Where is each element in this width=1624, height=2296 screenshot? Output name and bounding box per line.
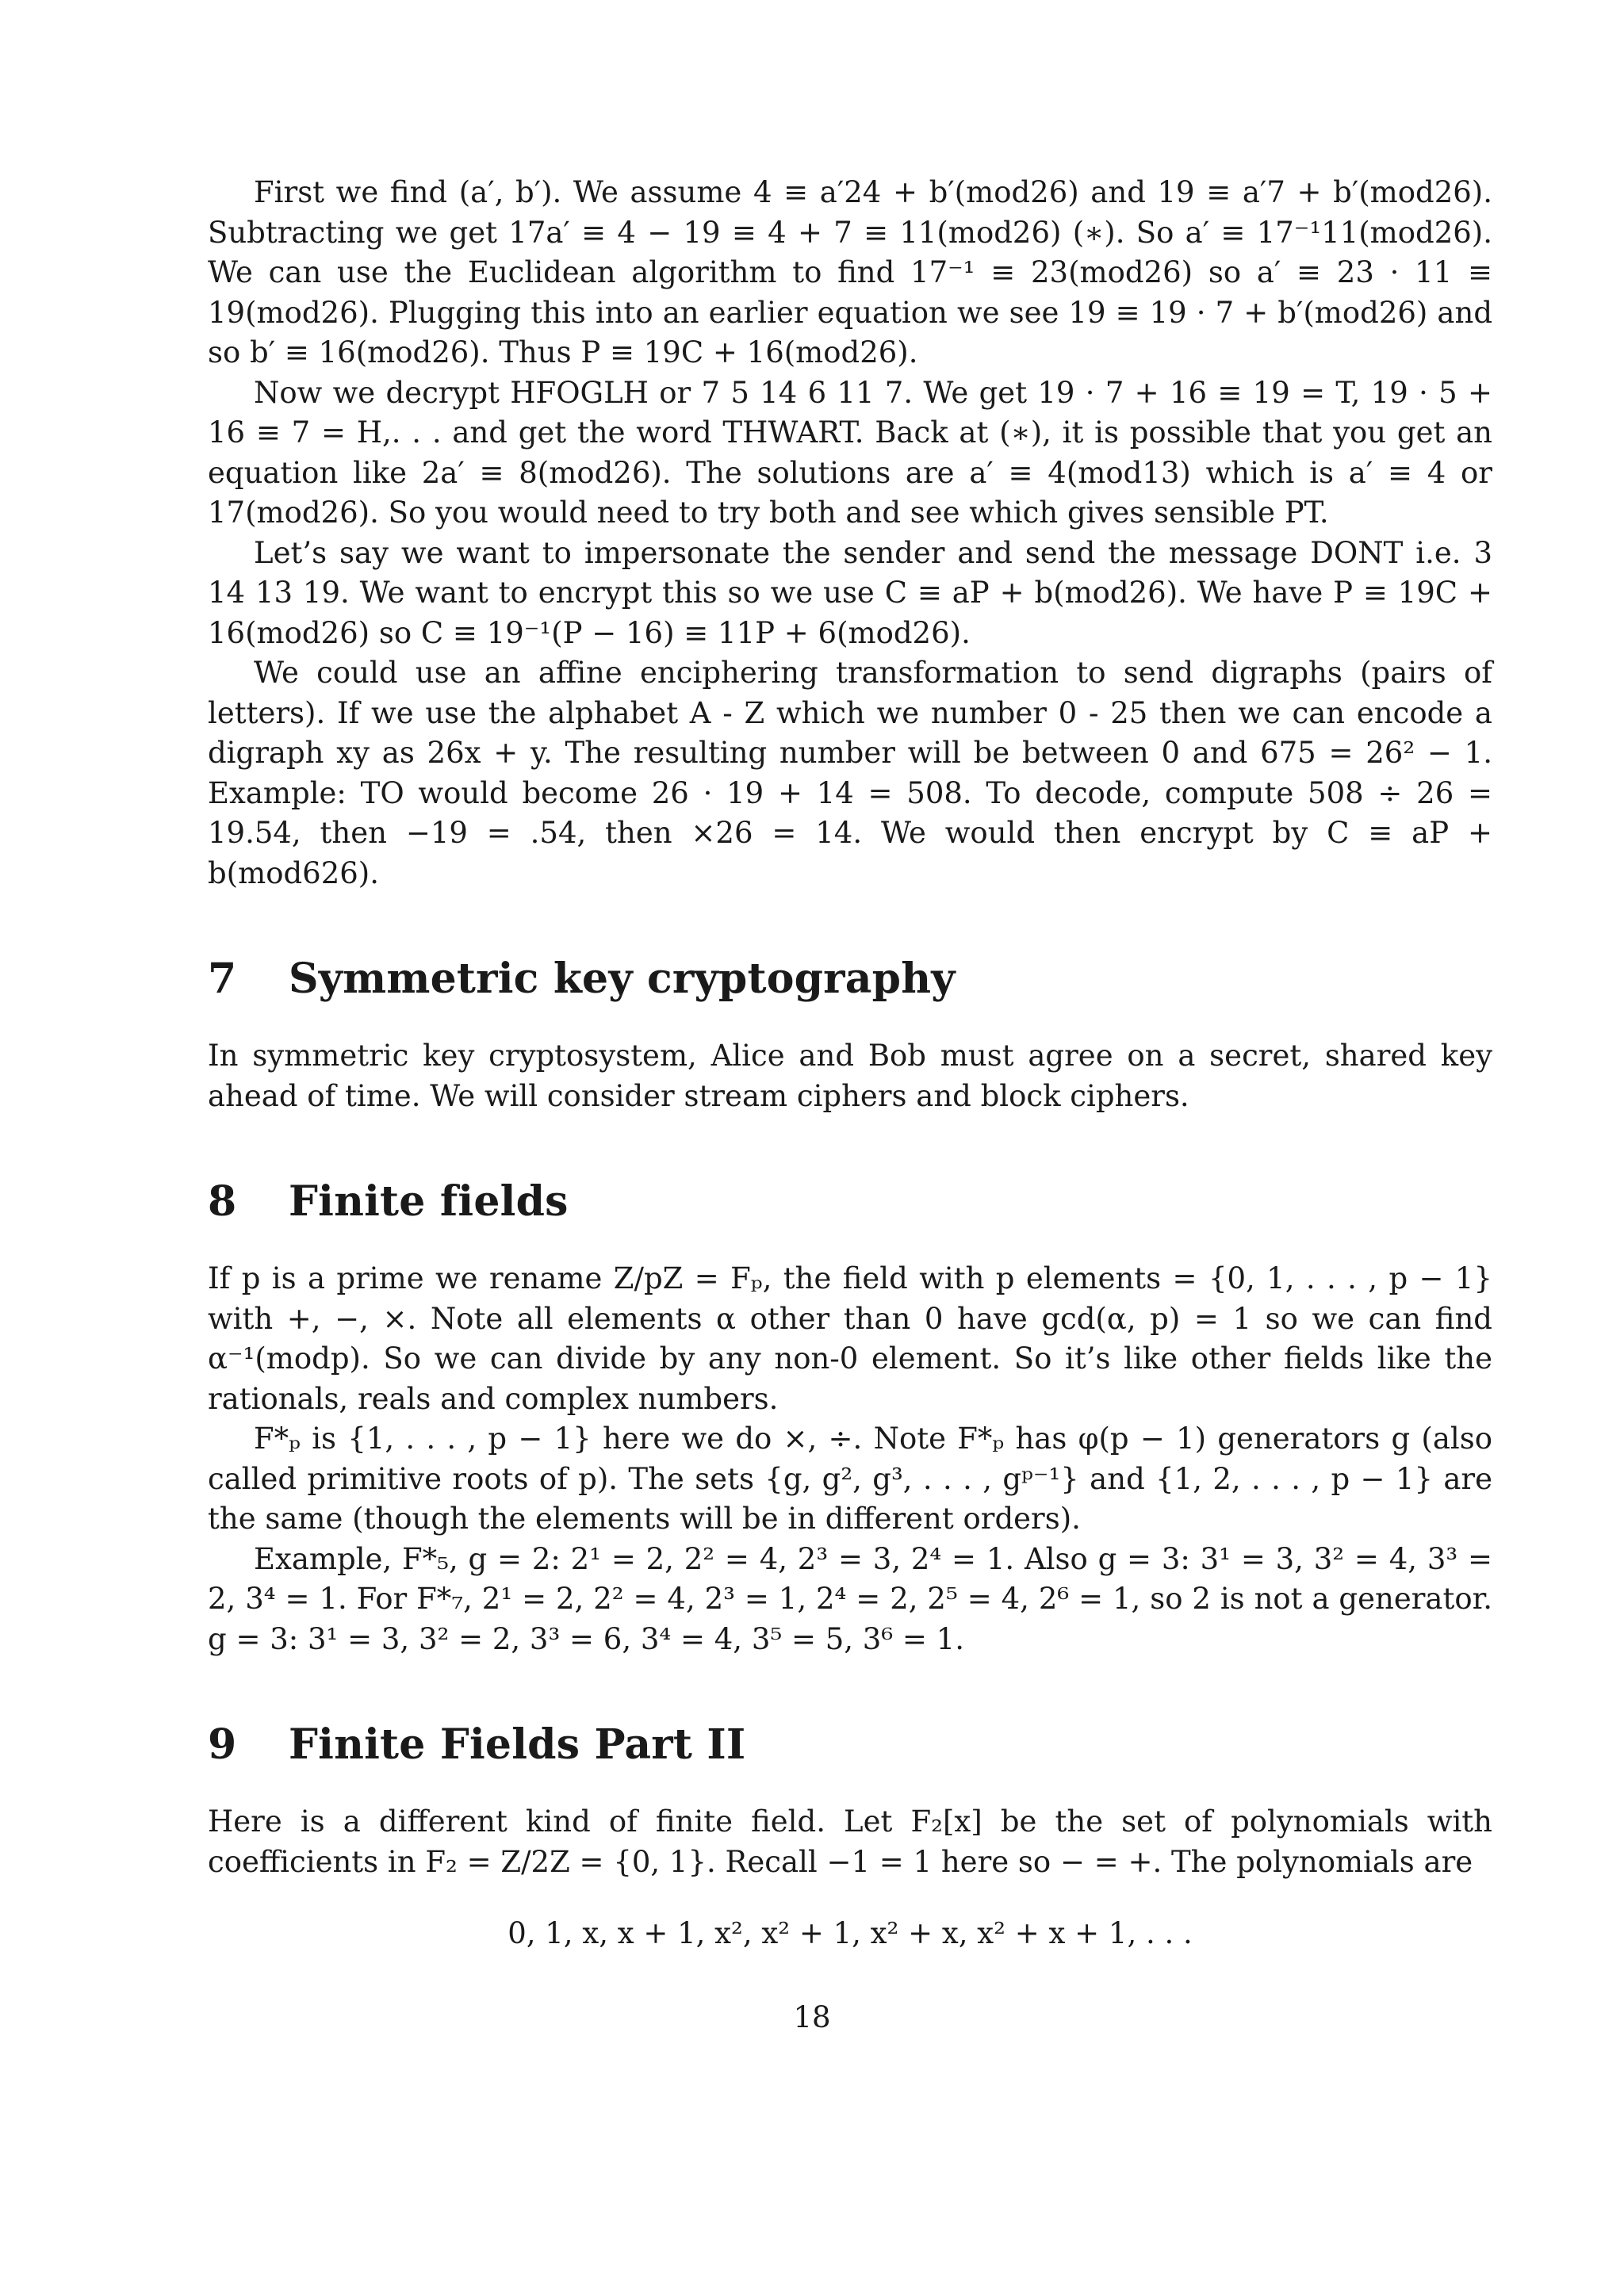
section-number: 9 xyxy=(208,1720,237,1769)
paragraph-decrypt: Now we decrypt HFOGLH or 7 5 14 6 11 7. We get 19 · 7 + 16 ≡ 19 = T, 19 · 5 + 16 ≡ 7 = H,. . . and get the word THWART. Back at (∗), it is possible that you get an equation like 2a′ ≡ 8(mod26). The solutions are a′ ≡ 4(mod13) which is a′ ≡ 4 or 17(mod26). So you would need to try both and see which gives sensible PT. xyxy=(208,375,1492,530)
section-heading xyxy=(208,1720,1492,1770)
paragraph-example: Example, F*₅, g = 2: 2¹ = 2, 2² = 4, 2³ = 3, 2⁴ = 1. Also g = 3: 3¹ = 3, 3² = 4, 3³ = 2, 3⁴ = 1. For F*₇, 2¹ = 2, 2² = 4, 2³ = 1, 2⁴ = 2, 2⁵ = 4, 2⁶ = 1, so 2 is not a generator. g = 3: 3¹ = 3, 3² = 2, 3³ = 6, 3⁴ = 4, 3⁵ = 5, 3⁶ = 1. xyxy=(208,1541,1492,1656)
section-title: Symmetric key cryptography xyxy=(289,955,956,1003)
paragraph-polynomials: Here is a different kind of finite field. Let F₂[x] be the set of polynomials with coefficients in F₂ = Z/2Z = {0, 1}. Recall −1 = 1 here so − = +. The polynomials are xyxy=(208,1804,1492,1879)
display-equation: 0, 1, x, x + 1, x², x² + 1, x² + x, x² + x + 1, . . . xyxy=(508,1916,1193,1950)
section-8 xyxy=(208,1177,1492,1659)
section-number: 7 xyxy=(208,955,237,1003)
section-number: 8 xyxy=(208,1177,237,1226)
section-title: Finite fields xyxy=(289,1177,569,1226)
section-heading xyxy=(208,1177,1492,1227)
document-page xyxy=(208,173,1492,1954)
paragraph-digraphs: We could use an affine enciphering transformation to send digraphs (pairs of letters). If we use the alphabet A - Z which we number 0 - 25 then we can encode a digraph xy as 26x + y. The resulting number will be between 0 and 675 = 26² − 1. Example: TO would become 26 · 19 + 14 = 508. To decode, compute 508 ÷ 26 = 19.54, then −19 = .54, then ×26 = 14. We would then encrypt by C ≡ aP + b(mod626). xyxy=(208,656,1492,890)
paragraph-generators: F*ₚ is {1, . . . , p − 1} here we do ×, ÷. Note F*ₚ has φ(p − 1) generators g (also called primitive roots of p). The sets {g, g², g³, . . . , gᵖ⁻¹} and {1, 2, . . . , p − 1} are the same (though the elements will be in different orders). xyxy=(208,1422,1492,1536)
paragraph-symmetric-key: In symmetric key cryptosystem, Alice and Bob must agree on a secret, shared key ahead of time. We will consider stream ciphers and block ciphers. xyxy=(208,1039,1492,1113)
section-heading xyxy=(208,954,1492,1004)
intro-block xyxy=(208,173,1492,894)
paragraph-find-ab: First we find (a′, b′). We assume 4 ≡ a′24 + b′(mod26) and 19 ≡ a′7 + b′(mod26). Subtracting we get 17a′ ≡ 4 − 19 ≡ 4 + 7 ≡ 11(mod26) (∗). So a′ ≡ 17⁻¹11(mod26). We can use the Euclidean algorithm to find 17⁻¹ ≡ 23(mod26) so a′ ≡ 23 · 11 ≡ 19(mod26). Plugging this into an earlier equation we see 19 ≡ 19 · 7 + b′(mod26) and so b′ ≡ 16(mod26). Thus P ≡ 19C + 16(mod26). xyxy=(208,175,1492,369)
section-9 xyxy=(208,1720,1492,1954)
section-title: Finite Fields Part II xyxy=(289,1720,746,1769)
page-number: 18 xyxy=(793,2000,831,2034)
paragraph-finite-field-def: If p is a prime we rename Z/pZ = Fₚ, the field with p elements = {0, 1, . . . , p − 1} with +, −, ×. Note all elements α other than 0 have gcd(α, p) = 1 so we can find α⁻¹(modp). So we can divide by any non-0 element. So it’s like other fields like the rationals, reals and complex numbers. xyxy=(208,1261,1492,1416)
section-7 xyxy=(208,954,1492,1116)
paragraph-impersonate: Let’s say we want to impersonate the sender and send the message DONT i.e. 3 14 13 19. We want to encrypt this so we use C ≡ aP + b(mod26). We have P ≡ 19C + 16(mod26) so C ≡ 19⁻¹(P − 16) ≡ 11P + 6(mod26). xyxy=(208,535,1492,650)
